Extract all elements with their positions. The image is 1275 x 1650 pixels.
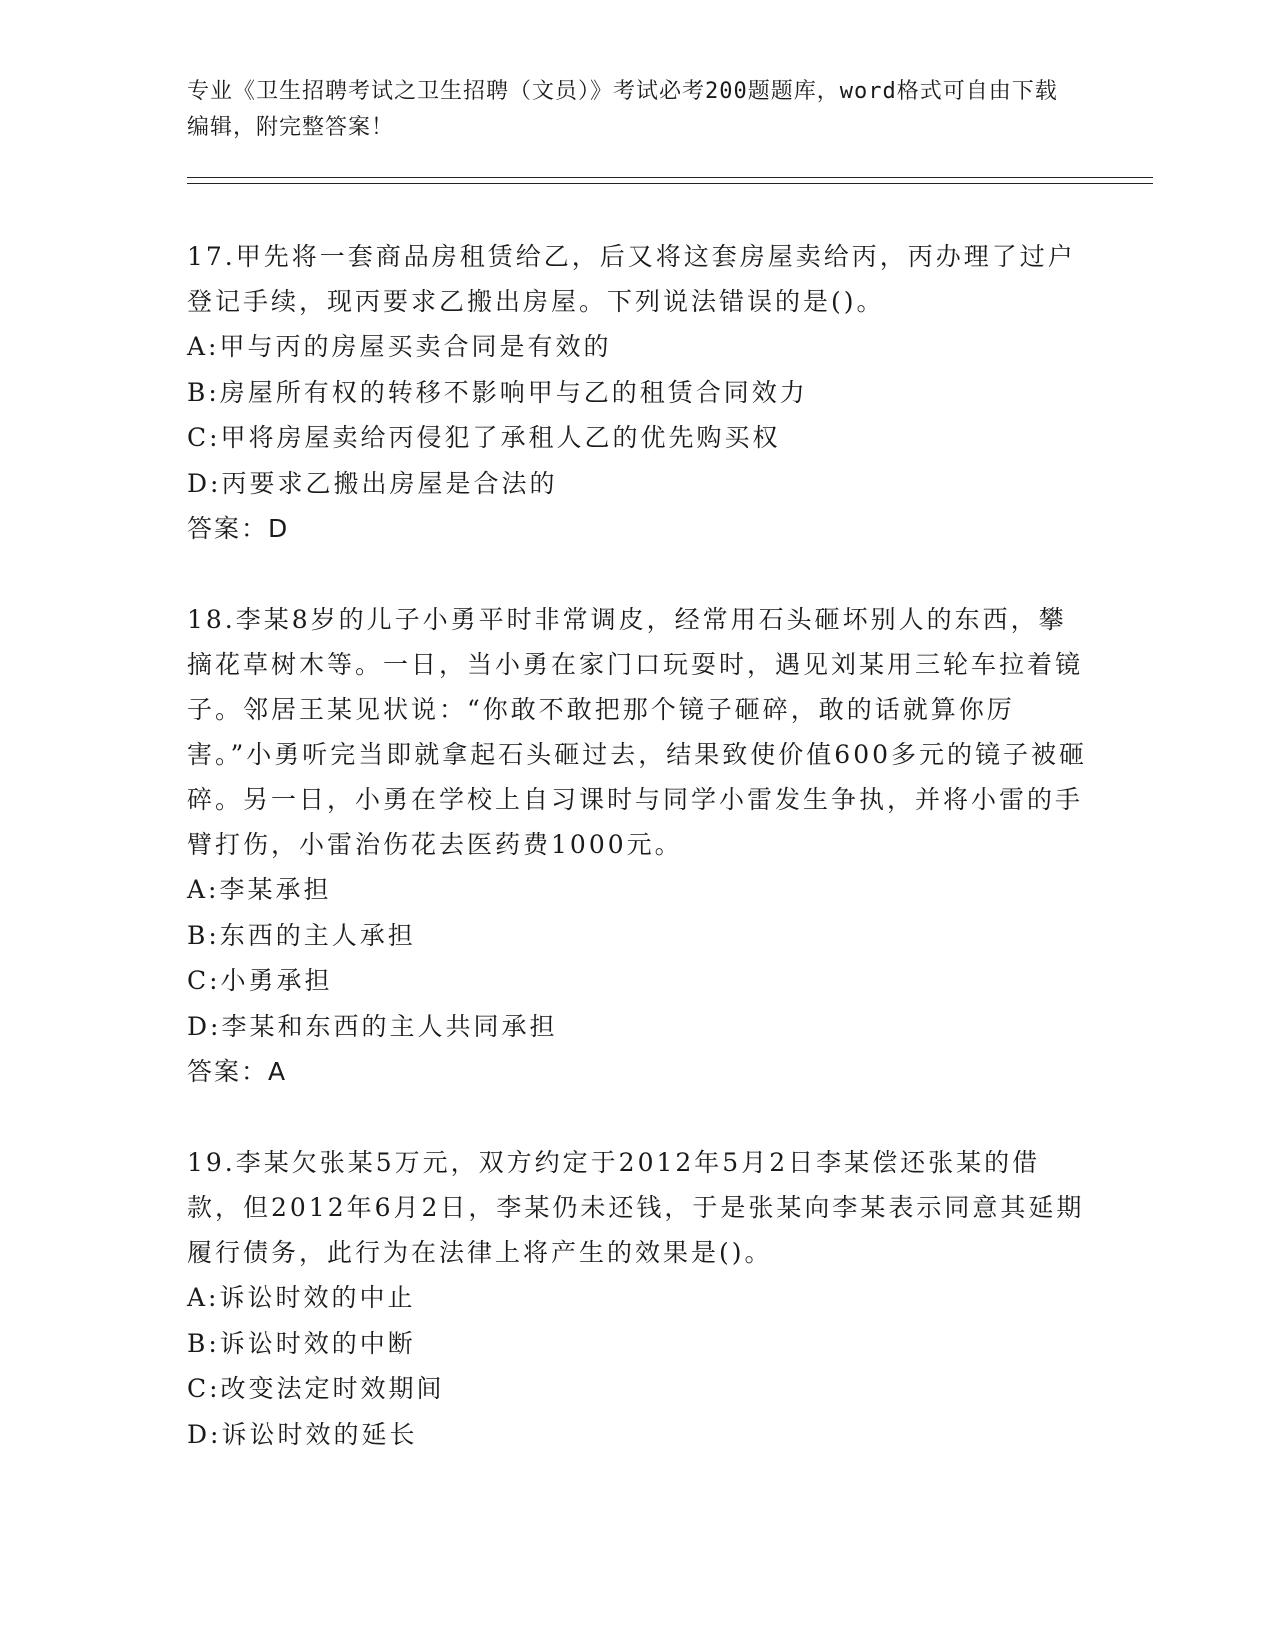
option-c: C:小勇承担 [187,966,333,995]
header-divider-bottom [187,183,1153,184]
option-d: D:诉讼时效的延长 [187,1419,418,1449]
option-a: A:李某承担 [187,875,332,904]
option-d: D:李某和东西的主人共同承担 [187,1011,558,1041]
option-a: A:甲与丙的房屋买卖合同是有效的 [187,332,612,361]
option-a: A:诉讼时效的中止 [187,1283,416,1312]
option-c: C:甲将房屋卖给丙侵犯了承租人乙的优先购买权 [187,423,781,452]
option-c: C:改变法定时效期间 [187,1374,445,1403]
option-b: B:诉讼时效的中断 [187,1328,416,1358]
header-text: 专业《卫生招聘考试之卫生招聘（文员）》考试必考200题题库，word格式可自由下载编辑，附完整答案！ [187,79,1058,140]
option-b: B:房屋所有权的转移不影响甲与乙的租赁合同效力 [187,377,808,407]
document-header [187,74,1067,146]
question-stem: 19.李某欠张某5万元，双方约定于2012年5月2日李某偿还张某的借款，但2012年6月2日，李某仍未还钱，于是张某向李某表示同意其延期履行债务，此行为在法律上将产生的效果是()。 [187,1148,1085,1267]
question-19 [187,1140,1087,1457]
answer-line: 答案：A [187,1057,288,1086]
question-stem: 18.李某8岁的儿子小勇平时非常调皮，经常用石头砸坏别人的东西，攀摘花草树木等。一日，当小勇在家门口玩耍时，遇见刘某用三轮车拉着镜子。邻居王某见状说：“你敢不敢把那个镜子砸碎，敢的话就算你厉害。”小勇听完当即就拿起石头砸过去，结果致使价值600多元的镜子被砸碎。另一日，小勇在学校上自习课时与同学小雷发生争执，并将小雷的手臂打伤，小雷治伤花去医药费1000元。 [187,605,1088,859]
option-b: B:东西的主人承担 [187,920,416,950]
question-17 [187,234,1087,552]
header-divider-top [187,177,1153,178]
question-stem: 17.甲先将一套商品房租赁给乙，后又将这套房屋卖给丙，丙办理了过户登记手续，现丙要求乙搬出房屋。下列说法错误的是()。 [187,242,1076,316]
option-d: D:丙要求乙搬出房屋是合法的 [187,468,558,498]
question-18 [187,597,1087,1095]
answer-line: 答案：D [187,514,290,543]
